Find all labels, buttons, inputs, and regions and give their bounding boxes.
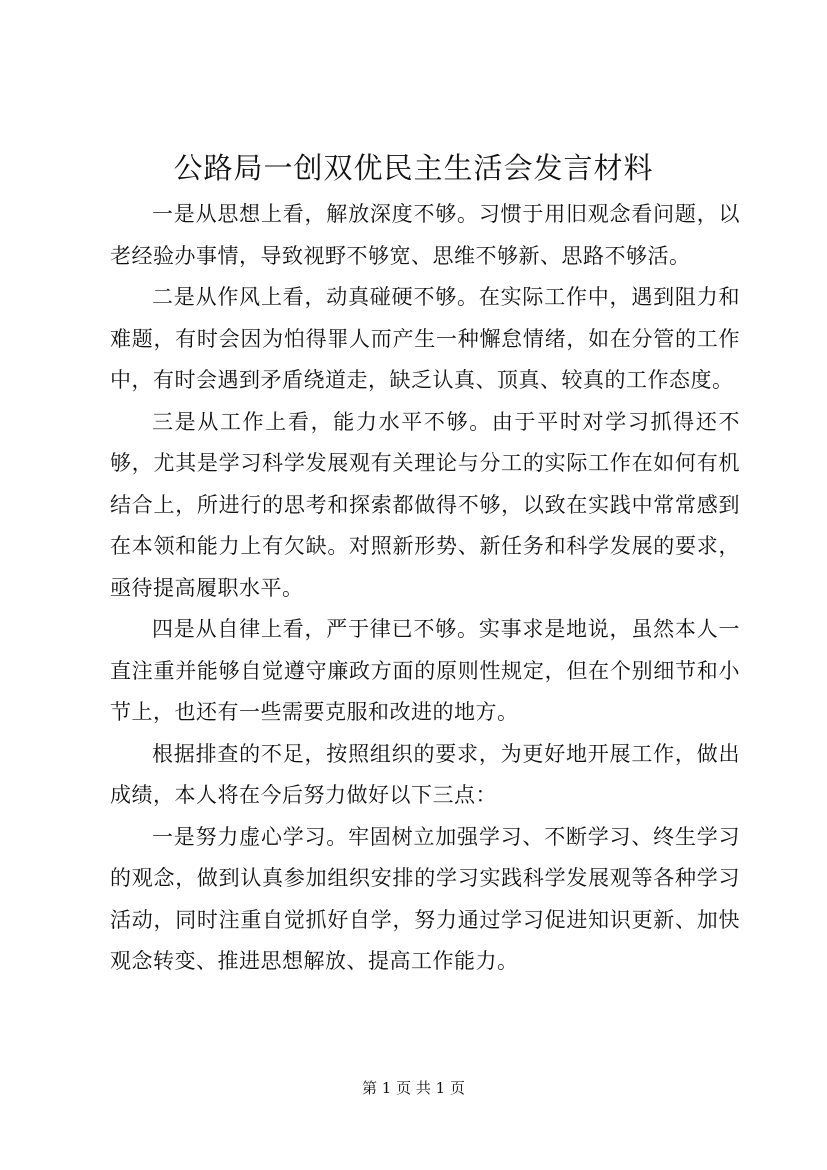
- document-title: 公路局一创双优民主生活会发言材料: [173, 151, 654, 185]
- page-number-footer: 第 1 页 共 1 页: [362, 1079, 465, 1097]
- paragraph: 三是从工作上看，能力水平不够。由于平时对学习抓得还不够，尤其是学习科学发展观有关理论与分工的实际工作在如何有机结合上，所进行的思考和探索都做得不够，以致在实践中常常感到在本领和能力上有欠缺。对照新形势、新任务和科学发展的要求，亟待提高履职水平。: [110, 409, 740, 600]
- paragraph: 根据排查的不足，按照组织的要求，为更好地开展工作，做出成绩，本人将在今后努力做好以下三点：: [110, 741, 740, 807]
- paragraph: 一是从思想上看，解放深度不够。习惯于用旧观念看问题，以老经验办事情，导致视野不够宽、思维不够新、思路不够活。: [110, 202, 740, 268]
- paragraph: 二是从作风上看，动真碰硬不够。在实际工作中，遇到阻力和难题，有时会因为怕得罪人而产生一种懈怠情绪，如在分管的工作中，有时会遇到矛盾绕道走，缺乏认真、顶真、较真的工作态度。: [110, 285, 740, 392]
- paragraph: 一是努力虚心学习。牢固树立加强学习、不断学习、终生学习的观念，做到认真参加组织安排的学习实践科学发展观等各种学习活动，同时注重自觉抓好自学，努力通过学习促进知识更新、加快观念转变、推进思想解放、提高工作能力。: [110, 824, 740, 973]
- document-body: [110, 194, 740, 983]
- paragraph: 四是从自律上看，严于律已不够。实事求是地说，虽然本人一直注重并能够自觉遵守廉政方面的原则性规定，但在个别细节和小节上，也还有一些需要克服和改进的地方。: [110, 617, 740, 724]
